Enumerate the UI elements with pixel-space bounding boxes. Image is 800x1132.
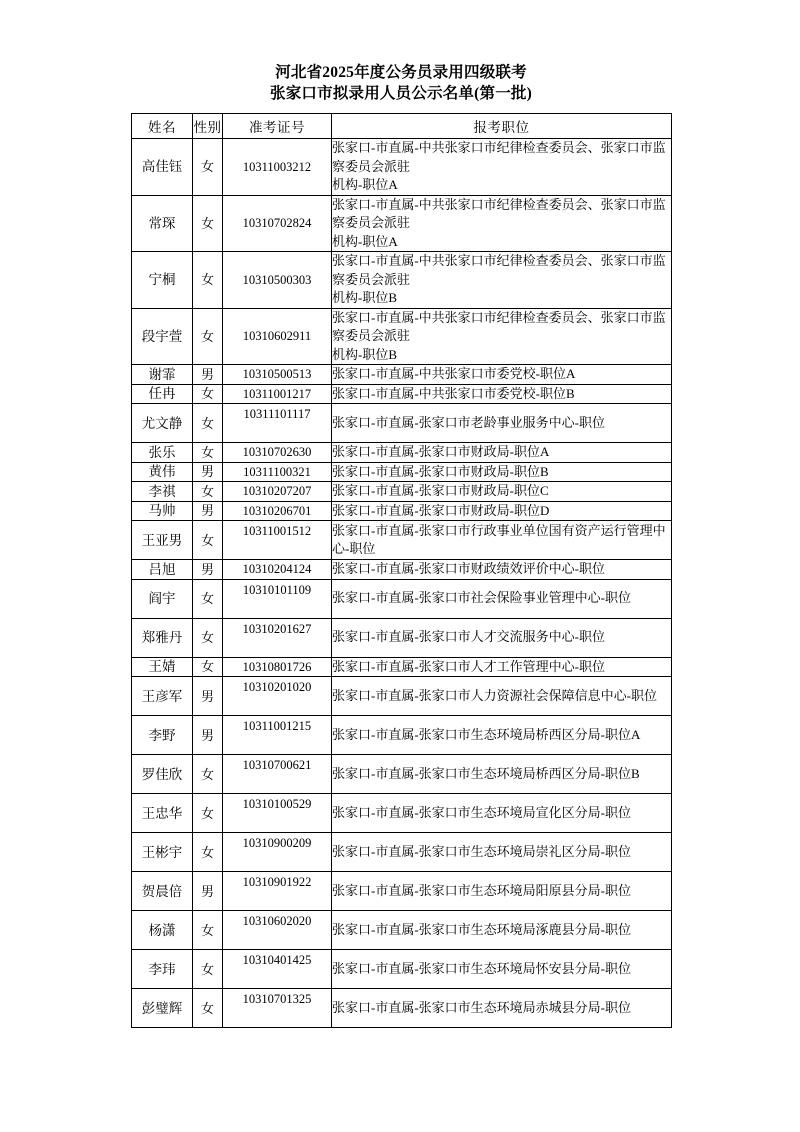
cell-exam-number: 10311001217 — [223, 384, 332, 404]
cell-gender: 男 — [193, 677, 223, 716]
title-line-1: 河北省2025年度公务员录用四级联考 — [275, 64, 527, 81]
position-line: 张家口-市直属-张家口市生态环境局阳原县分局-职位 — [332, 882, 631, 898]
cell-name: 吕旭 — [132, 560, 193, 580]
position-line: 张家口-市直属-张家口市行政事业单位国有资产运行管理中心-职位 — [332, 522, 666, 556]
cell-position — [332, 833, 672, 872]
cell-name: 李祺 — [132, 482, 193, 502]
cell-position — [332, 308, 672, 365]
cell-exam-number: 10311101117 — [223, 404, 332, 443]
cell-name: 王彬宇 — [132, 833, 193, 872]
table-row — [132, 139, 672, 196]
cell-gender: 女 — [193, 657, 223, 677]
cell-gender: 女 — [193, 252, 223, 309]
table-row — [132, 482, 672, 502]
position-line: 张家口-市直属-张家口市财政局-职位C — [332, 483, 549, 498]
position-line: 张家口-市直属-张家口市生态环境局涿鹿县分局-职位 — [332, 921, 631, 937]
cell-name: 张乐 — [132, 443, 193, 463]
cell-position — [332, 911, 672, 950]
cell-exam-number: 10310901922 — [223, 872, 332, 911]
table-row — [132, 521, 672, 560]
cell-gender: 女 — [193, 911, 223, 950]
cell-position — [332, 618, 672, 657]
table-row — [132, 989, 672, 1028]
column-header-exam-number: 准考证号 — [223, 114, 332, 139]
cell-exam-number: 10310602020 — [223, 911, 332, 950]
cell-gender: 男 — [193, 560, 223, 580]
cell-gender: 女 — [193, 950, 223, 989]
cell-gender: 女 — [193, 618, 223, 657]
cell-gender: 女 — [193, 989, 223, 1028]
cell-exam-number: 10310207207 — [223, 482, 332, 502]
position-line: 张家口-市直属-张家口市生态环境局怀安县分局-职位 — [332, 960, 631, 976]
cell-name: 彭璧辉 — [132, 989, 193, 1028]
cell-exam-number: 10310100529 — [223, 794, 332, 833]
cell-name: 贺晨倍 — [132, 872, 193, 911]
position-line: 张家口-市直属-中共张家口市纪律检查委员会、张家口市监察委员会派驻 — [332, 253, 666, 287]
cell-position — [332, 365, 672, 385]
table-row — [132, 618, 672, 657]
cell-exam-number: 10310101109 — [223, 579, 332, 618]
cell-name: 王忠华 — [132, 794, 193, 833]
cell-position — [332, 989, 672, 1028]
header-row — [132, 114, 672, 139]
position-line: 张家口-市直属-中共张家口市纪律检查委员会、张家口市监察委员会派驻 — [332, 309, 666, 343]
cell-name: 王婧 — [132, 657, 193, 677]
column-header-position: 报考职位 — [332, 114, 672, 139]
position-line: 张家口-市直属-张家口市生态环境局桥西区分局-职位B — [332, 765, 640, 781]
table-row — [132, 384, 672, 404]
cell-name: 黄伟 — [132, 462, 193, 482]
cell-gender: 男 — [193, 365, 223, 385]
cell-gender: 男 — [193, 872, 223, 911]
position-line: 张家口-市直属-张家口市人才工作管理中心-职位 — [332, 658, 605, 674]
cell-name: 王彦军 — [132, 677, 193, 716]
cell-exam-number: 10310204124 — [223, 560, 332, 580]
cell-position — [332, 521, 672, 560]
cell-exam-number: 10311100321 — [223, 462, 332, 482]
position-line: 张家口-市直属-张家口市生态环境局桥西区分局-职位A — [332, 726, 641, 742]
cell-exam-number: 10310401425 — [223, 950, 332, 989]
cell-position — [332, 657, 672, 677]
position-line: 张家口-市直属-张家口市财政局-职位A — [332, 444, 550, 459]
cell-name: 宁桐 — [132, 252, 193, 309]
cell-position — [332, 501, 672, 521]
cell-name: 谢霏 — [132, 365, 193, 385]
cell-gender: 男 — [193, 501, 223, 521]
document-title — [131, 62, 671, 104]
cell-exam-number: 10310201020 — [223, 677, 332, 716]
cell-exam-number: 10310201627 — [223, 618, 332, 657]
position-line: 张家口-市直属-张家口市财政局-职位D — [332, 502, 550, 518]
table-row — [132, 657, 672, 677]
position-line: 张家口-市直属-张家口市财政绩效评价中心-职位 — [332, 561, 605, 576]
table-row — [132, 365, 672, 385]
table-row — [132, 308, 672, 365]
table-row — [132, 794, 672, 833]
cell-name: 马帅 — [132, 501, 193, 521]
cell-position — [332, 872, 672, 911]
cell-name: 阎宇 — [132, 579, 193, 618]
table-row — [132, 755, 672, 794]
cell-gender: 女 — [193, 755, 223, 794]
position-line: 张家口-市直属-中共张家口市纪律检查委员会、张家口市监察委员会派驻 — [332, 196, 666, 230]
cell-position — [332, 195, 672, 252]
cell-name: 任冉 — [132, 384, 193, 404]
cell-position — [332, 716, 672, 755]
cell-exam-number: 10311001512 — [223, 521, 332, 560]
table-row — [132, 195, 672, 252]
cell-name: 罗佳欣 — [132, 755, 193, 794]
position-line: 张家口-市直属-张家口市生态环境局宣化区分局-职位 — [332, 804, 631, 820]
cell-position — [332, 677, 672, 716]
position-line: 张家口-市直属-张家口市社会保险事业管理中心-职位 — [332, 590, 631, 606]
cell-position — [332, 755, 672, 794]
position-line: 张家口-市直属-张家口市人力资源社会保障信息中心-职位 — [332, 687, 657, 703]
cell-position — [332, 950, 672, 989]
cell-exam-number: 10310206701 — [223, 501, 332, 521]
cell-exam-number: 10310500303 — [223, 252, 332, 309]
cell-gender: 女 — [193, 404, 223, 443]
position-line: 张家口-市直属-中共张家口市委党校-职位B — [332, 385, 575, 401]
position-line: 张家口-市直属-张家口市生态环境局赤城县分局-职位 — [332, 999, 631, 1015]
position-line: 张家口-市直属-中共张家口市委党校-职位A — [332, 366, 576, 381]
table-body — [132, 139, 672, 1028]
cell-position — [332, 794, 672, 833]
table-row — [132, 911, 672, 950]
roster-table — [131, 113, 672, 1028]
cell-position — [332, 462, 672, 482]
cell-name: 郑雅丹 — [132, 618, 193, 657]
cell-position — [332, 579, 672, 618]
cell-name: 尤文静 — [132, 404, 193, 443]
cell-gender: 女 — [193, 139, 223, 196]
cell-name: 杨潇 — [132, 911, 193, 950]
table-row — [132, 579, 672, 618]
cell-exam-number: 10310700621 — [223, 755, 332, 794]
cell-exam-number: 10310500513 — [223, 365, 332, 385]
cell-name: 段宇萱 — [132, 308, 193, 365]
position-line: 张家口-市直属-张家口市人才交流服务中心-职位 — [332, 629, 605, 645]
cell-gender: 女 — [193, 308, 223, 365]
position-line: 张家口-市直属-张家口市老龄事业服务中心-职位 — [332, 414, 605, 430]
cell-position — [332, 482, 672, 502]
cell-position — [332, 139, 672, 196]
position-line: 机构-职位B — [332, 346, 398, 362]
cell-gender: 女 — [193, 482, 223, 502]
cell-exam-number: 10310702630 — [223, 443, 332, 463]
position-line: 张家口-市直属-张家口市财政局-职位B — [332, 463, 549, 479]
position-line: 张家口-市直属-中共张家口市纪律检查委员会、张家口市监察委员会派驻 — [332, 140, 666, 174]
cell-gender: 女 — [193, 195, 223, 252]
cell-name: 李野 — [132, 716, 193, 755]
cell-position — [332, 443, 672, 463]
cell-gender: 女 — [193, 794, 223, 833]
column-header-gender: 性别 — [193, 114, 223, 139]
table-row — [132, 560, 672, 580]
table-row — [132, 833, 672, 872]
cell-gender: 女 — [193, 579, 223, 618]
cell-exam-number: 10310701325 — [223, 989, 332, 1028]
position-line: 机构-职位B — [332, 290, 398, 305]
table-row — [132, 950, 672, 989]
table-row — [132, 252, 672, 309]
column-header-name: 姓名 — [132, 114, 193, 139]
table-row — [132, 677, 672, 716]
table-header — [132, 114, 672, 139]
table-row — [132, 716, 672, 755]
position-line: 机构-职位A — [332, 177, 398, 192]
table-row — [132, 404, 672, 443]
cell-name: 常琛 — [132, 195, 193, 252]
table-row — [132, 462, 672, 482]
cell-exam-number: 10311001215 — [223, 716, 332, 755]
table-row — [132, 501, 672, 521]
cell-gender: 男 — [193, 716, 223, 755]
cell-gender: 女 — [193, 521, 223, 560]
position-line: 张家口-市直属-张家口市生态环境局崇礼区分局-职位 — [332, 843, 631, 859]
cell-gender: 男 — [193, 462, 223, 482]
cell-gender: 女 — [193, 833, 223, 872]
cell-position — [332, 384, 672, 404]
cell-exam-number: 10311003212 — [223, 139, 332, 196]
table-row — [132, 872, 672, 911]
cell-name: 李玮 — [132, 950, 193, 989]
cell-position — [332, 404, 672, 443]
cell-name: 王亚男 — [132, 521, 193, 560]
position-line: 机构-职位A — [332, 233, 398, 249]
title-line-2: 张家口市拟录用人员公示名单(第一批) — [270, 85, 532, 102]
cell-exam-number: 10310900209 — [223, 833, 332, 872]
cell-exam-number: 10310602911 — [223, 308, 332, 365]
cell-position — [332, 560, 672, 580]
cell-gender: 女 — [193, 384, 223, 404]
table-row — [132, 443, 672, 463]
cell-name: 高佳钰 — [132, 139, 193, 196]
cell-gender: 女 — [193, 443, 223, 463]
cell-position — [332, 252, 672, 309]
cell-exam-number: 10310702824 — [223, 195, 332, 252]
cell-exam-number: 10310801726 — [223, 657, 332, 677]
